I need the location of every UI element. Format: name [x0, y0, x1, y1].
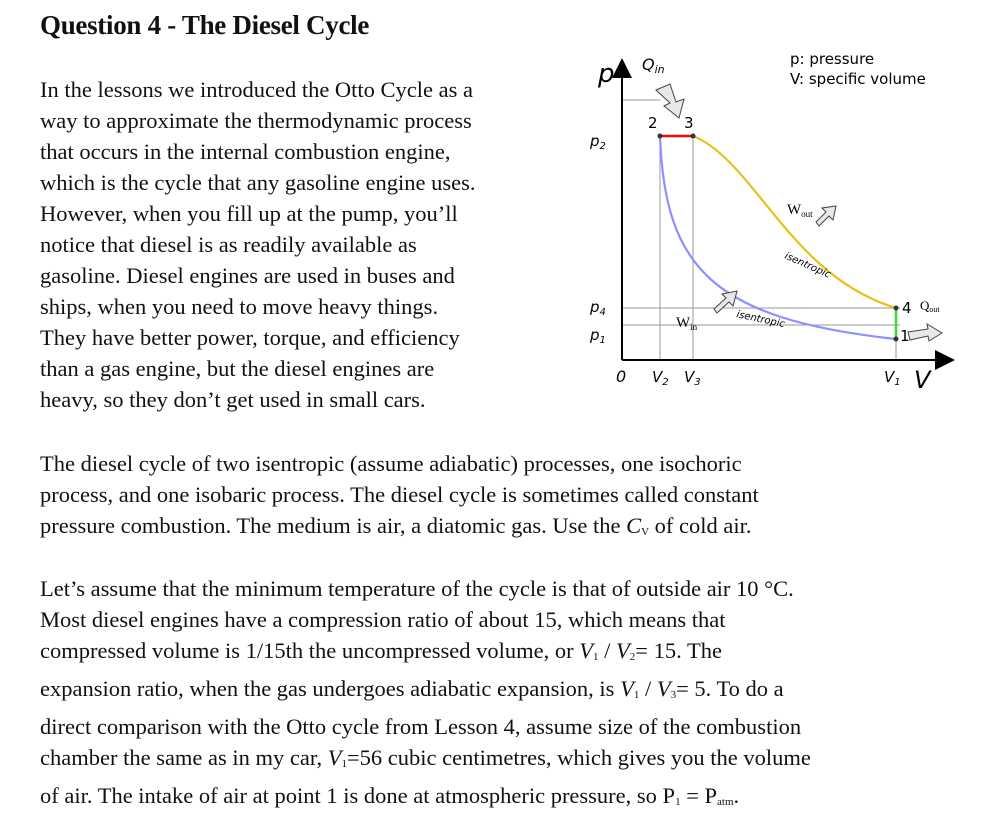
w-out-label: $W_{out}$	[787, 202, 813, 219]
process-paragraph	[40, 448, 759, 548]
para-line: chamber the same as in my car, $V_1=56$ cubic centimetres, which gives you the volume	[40, 745, 811, 770]
point-1-dot	[894, 337, 899, 342]
para-line: of air. The intake of air at point 1 is done at atmospheric pressure, so $P_1 = P_{atm}$.	[40, 783, 740, 808]
p4-label: $p_4$	[590, 298, 606, 318]
legend-pressure: p: pressure	[790, 50, 875, 68]
intro-line: that occurs in the internal combustion engine,	[40, 139, 451, 164]
intro-line: ships, when you need to move heavy things.	[40, 294, 439, 319]
para-line: Most diesel engines have a compression ratio of about 15, which means that	[40, 607, 726, 632]
compression-curve	[660, 136, 896, 339]
p-axis-label: p	[598, 59, 615, 89]
point-3-label: 3	[684, 114, 694, 132]
para-line: expansion ratio, when the gas undergoes adiabatic expansion, is $V_1 / V_3= 5$. To do a	[40, 676, 784, 701]
intro-line: gasoline. Diesel engines are used in buses and	[40, 263, 455, 288]
intro-line: than a gas engine, but the diesel engines are	[40, 356, 435, 381]
legend-volume: V: specific volume	[790, 70, 926, 88]
intro-line: However, when you fill up at the pump, you’ll	[40, 201, 458, 226]
para-line: Let’s assume that the minimum temperature of the cycle is that of outside air 10 °C.	[40, 576, 794, 601]
q-out-arrow-icon	[908, 324, 942, 341]
expansion-curve	[693, 136, 896, 308]
q-in-label: Qin	[642, 55, 665, 76]
origin-label: 0	[616, 367, 627, 386]
para-line: pressure combustion. The medium is air, a diatomic gas. Use the $C_V$ of cold air.	[40, 513, 752, 538]
pv-diagram	[580, 36, 980, 416]
v2-label: $V_2$	[652, 368, 669, 388]
point-1-label: 1	[900, 327, 910, 345]
intro-line: which is the cycle that any gasoline engine uses.	[40, 170, 476, 195]
w-out-arrow-icon	[816, 206, 836, 226]
v-axis-label: V	[914, 366, 931, 394]
q-out-label: Qout	[920, 298, 940, 314]
point-3-dot	[691, 134, 696, 139]
isentropic-upper-label: isentropic	[782, 250, 833, 281]
isentropic-lower-label: isentropic	[735, 309, 786, 331]
point-4-dot	[894, 306, 899, 311]
v3-label: $V_3$	[684, 368, 701, 388]
point-4-label: 4	[902, 299, 912, 317]
para-line: process, and one isobaric process. The diesel cycle is sometimes called constant	[40, 482, 759, 507]
intro-line: heavy, so they don’t get used in small cars.	[40, 387, 426, 412]
p2-label: $p_2$	[590, 132, 606, 152]
para-line: The diesel cycle of two isentropic (assume adiabatic) processes, one isochoric	[40, 451, 742, 476]
w-in-arrow-icon	[714, 291, 737, 313]
intro-paragraph	[40, 74, 580, 415]
p1-label: $p_1$	[590, 326, 606, 346]
para-line: direct comparison with the Otto cycle from Lesson 4, assume size of the combustion	[40, 714, 802, 739]
intro-line: notice that diesel is as readily available as	[40, 232, 417, 257]
intro-line: They have better power, torque, and efficiency	[40, 325, 460, 350]
para-line: compressed volume is 1/15th the uncompressed volume, or $V_1 / V_2= 15$. The	[40, 638, 722, 663]
v1-label: $V_1$	[884, 368, 901, 388]
intro-line: way to approximate the thermodynamic process	[40, 108, 472, 133]
assumptions-paragraph	[40, 573, 811, 818]
q-in-arrow-icon	[656, 84, 684, 118]
w-in-label: $W_{in}$	[676, 315, 698, 332]
point-2-dot	[658, 134, 663, 139]
question-title: Question 4 - The Diesel Cycle	[40, 10, 370, 40]
intro-line: In the lessons we introduced the Otto Cycle as a	[40, 77, 474, 102]
point-2-label: 2	[648, 114, 658, 132]
